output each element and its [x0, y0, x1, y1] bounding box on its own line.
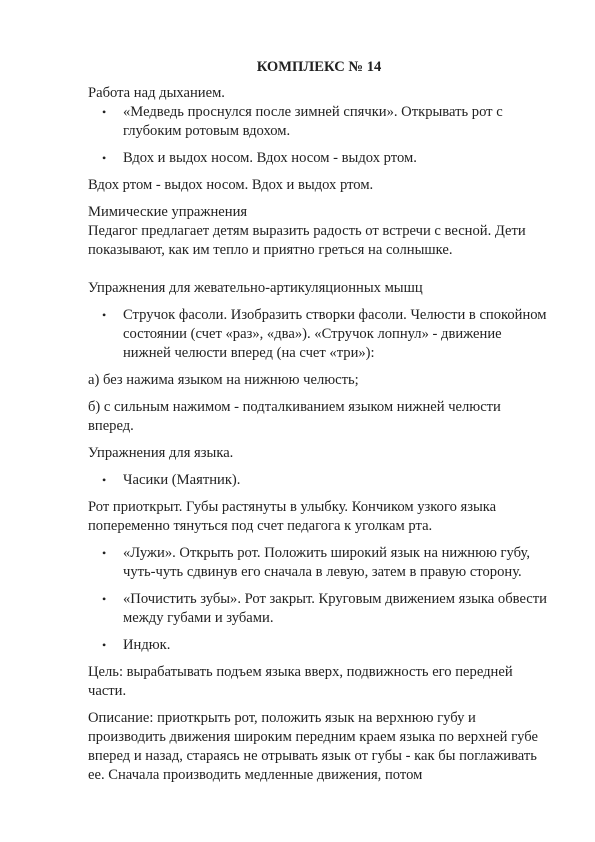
- spacer: [88, 260, 550, 279]
- breathing-heading: Работа над дыханием.: [88, 85, 225, 101]
- list-item: • «Лужи». Открыть рот. Положить широкий язык на нижнюю губу, чуть-чуть сдвинув его сначала в левую, затем в правую сторону.: [102, 545, 530, 580]
- bullet-icon: •: [102, 592, 107, 606]
- bullet-icon: •: [102, 105, 107, 119]
- list-item: • «Медведь проснулся после зимней спячки». Открывать рот с глубоким ротовым вдохом.: [102, 104, 503, 139]
- list-item: • Индюк.: [102, 637, 171, 653]
- bullet-icon: •: [102, 546, 107, 560]
- mimic-heading: Мимические упражнения: [88, 204, 248, 220]
- document-page: [88, 58, 550, 793]
- tongue-text-1: Рот приоткрыт. Губы растянуты в улыбку. Кончиком узкого языка попеременно тянуться под счет педагога к уголкам рта.: [88, 499, 497, 534]
- bullet-icon: •: [102, 151, 107, 165]
- chewing-option-b: б) с сильным нажимом - подталкиванием языком нижней челюсти вперед.: [88, 399, 501, 434]
- mimic-text: Педагог предлагает детям выразить радость от встречи с весной. Дети показывают, как им тепло и приятно греться на солнышке.: [88, 223, 526, 258]
- chewing-list: [88, 306, 550, 363]
- page-title: КОМПЛЕКС № 14: [256, 59, 382, 75]
- list-item: • «Почистить зубы». Рот закрыт. Круговым движением языка обвести между губами и зубами.: [102, 591, 547, 626]
- bullet-icon: •: [102, 473, 107, 487]
- bullet-icon: •: [102, 308, 107, 322]
- tongue-list-2: [88, 544, 550, 655]
- list-item: • Вдох и выдох носом. Вдох носом - выдох ртом.: [102, 150, 417, 166]
- breathing-list: [88, 103, 550, 168]
- breathing-after: Вдох ртом - выдох носом. Вдох и выдох ртом.: [88, 177, 374, 193]
- chewing-option-a: а) без нажима языком на нижнюю челюсть;: [88, 372, 359, 388]
- tongue-description: Описание: приоткрыть рот, положить язык на верхнюю губу и производить движения широким передним краем языка по верхней губе вперед и назад, стараясь не отрывать язык от губы - как бы поглаживать ее. Сначала производить медленные движения, потом: [88, 710, 538, 783]
- bullet-icon: •: [102, 638, 107, 652]
- tongue-goal: Цель: вырабатывать подъем языка вверх, подвижность его передней части.: [88, 664, 513, 699]
- list-item: • Стручок фасоли. Изобразить створки фасоли. Челюсти в спокойном состоянии (счет «раз», «два»). «Стручок лопнул» - движение нижней челюсти вперед (на счет «три»):: [102, 307, 547, 361]
- list-item: • Часики (Маятник).: [102, 472, 241, 488]
- tongue-heading: Упражнения для языка.: [88, 445, 234, 461]
- chewing-heading: Упражнения для жевательно-артикуляционных мышц: [88, 280, 423, 296]
- tongue-list-1: [88, 471, 550, 490]
